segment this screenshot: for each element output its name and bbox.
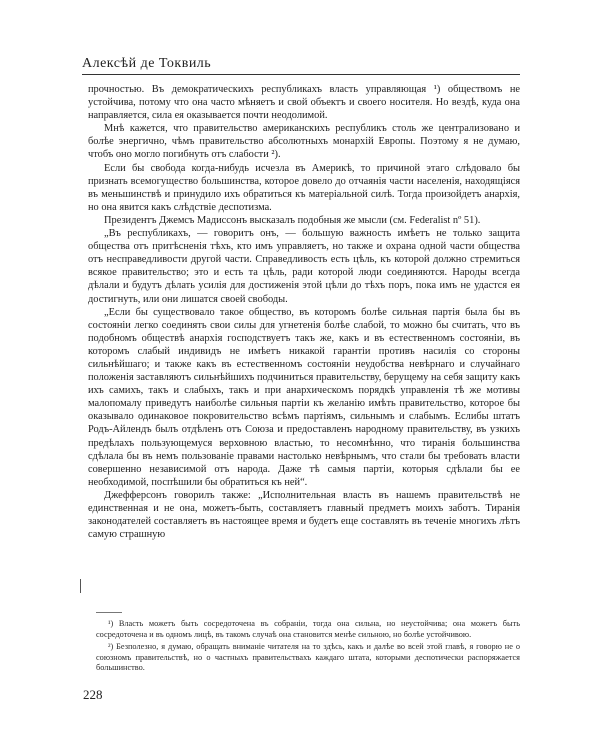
- footnote-2: ²) Безполезно, я думаю, обращать вниманіе читателя на то здѣсь, какъ и далѣе во всей этой главѣ, я говорю не о союзномъ правительствѣ, но о частныхъ правительствахъ каждаго штата, которыми деспотически распоряжается большинство.: [96, 642, 520, 673]
- page-number: 228: [83, 687, 103, 702]
- paragraph: Мнѣ кажется, что правительство американскихъ республикъ столь же централизовано и болѣе энергично, чѣмъ правительство абсолютныхъ монархій Европы. Поэтому я не думаю, чтобъ оно могло погибнуть отъ слабости ²).: [88, 123, 520, 161]
- main-text: [88, 83, 520, 541]
- quote-paragraph: „Въ республикахъ, — говоритъ онъ, — большую важность имѣетъ не только защита общества отъ притѣсненія тѣхъ, кто имъ управляетъ, но также и охрана одной части общества отъ несправедливости другой части. Справедливость есть цѣль, къ которой должно стремиться всякое правительство; это и есть та цѣль, ради которой люди соединяются. Народы всегда дѣлали и будутъ дѣлать усилія для достиженія этой цѣли до тѣхъ поръ, пока имъ не удастся ея достигнуть, или они лишатся своей свободы.: [88, 228, 520, 305]
- paragraph: прочностью. Въ демократическихъ республикахъ власть управляющая ¹) обществомъ не устойчива, потому что она часто мѣняетъ и свой объектъ и своего носителя. Но вездѣ, куда она направляется, сила ея оказывается почти неодолимой.: [88, 84, 520, 122]
- running-head-title: Алексѣй де Токвиль: [82, 56, 212, 71]
- paragraph: Если бы свобода когда-нибудь исчезла въ Америкѣ, то причиной этаго слѣдовало бы признать всемогущество большинства, которое довело до отчаянія части населенія, находящіяся въ меньшинствѣ и принудило ихъ обратиться къ матеріальной силѣ. Тогда произойдетъ анархія, но она явится какъ слѣдствіе деспотизма.: [88, 162, 520, 213]
- footnote-1: ¹) Власть можетъ быть сосредоточена въ собраніи, тогда она сильна, но неустойчива; она можетъ быть сосредоточена и въ одномъ лицѣ, въ такомъ случаѣ она становится менѣе сильною, но болѣе устойчивою.: [96, 619, 520, 639]
- quote-paragraph: „Если бы существовало такое общество, въ которомъ болѣе сильная партія была бы въ состояніи легко соединять свои силы для угнетенія болѣе слабой, то можно бы считать, что въ подобномъ обществѣ анархія господствуетъ такъ же, какъ и въ естественномъ состояніи, въ которомъ слабый индивидъ не имѣетъ никакой гарантіи противъ насилія со стороны сильнѣйшаго; и также какъ въ естественномъ состояніи неудобства невѣрнаго и случайнаго положенія заставляютъ сильнѣйшихъ подчиниться правительству, берущему на себя защиту какъ ихъ самихъ, такъ и слабыхъ, такъ и при анархическомъ порядкѣ управленія тѣ же мотивы малопомалу приведутъ наиболѣе сильныя партіи къ желанію имѣть правительство, которое бы оказывало одинаковое покровительство всѣмъ партіямъ, сильнымъ и слабымъ. Еслибы штатъ Родъ-Айлендъ былъ отдѣленъ отъ Союза и предоставленъ народному правительству, въ узкихъ предѣлахъ пользующемуся верховною властью, то несомнѣнно, что тиранія большинства сдѣлала бы въ немъ пользованіе правами настолько невѣрнымъ, что стали бы требовать власти совершенно независимой отъ народа. Даже тѣ самыя партіи, которыя сдѣлали бы ее необходимой, поспѣшили бы обратиться къ ней“.: [88, 306, 520, 488]
- paragraph: Президентъ Джемсъ Мадиссонъ высказалъ подобныя же мысли (см. Federalist nº 51).: [104, 214, 481, 226]
- margin-mark: [80, 579, 81, 593]
- footnote-separator: [96, 612, 122, 613]
- footnotes: [96, 619, 520, 676]
- header-rule: [82, 74, 520, 75]
- paragraph: Джефферсонъ говорилъ также: „Исполнительная власть въ нашемъ правительствѣ не единственная и не она, можетъ-быть, составляетъ главный предметъ моихъ заботъ. Тиранія законодателей составляетъ въ настоящее время и будетъ еще составлять въ теченіе многихъ лѣтъ самую страшную: [88, 489, 520, 541]
